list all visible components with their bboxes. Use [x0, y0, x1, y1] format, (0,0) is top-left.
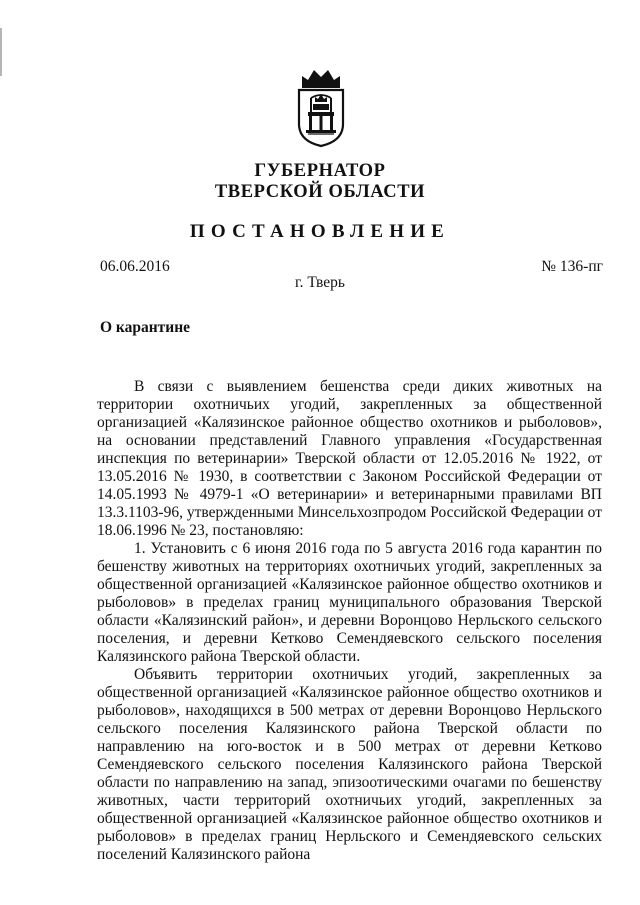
document-type: ПОСТАНОВЛЕНИЕ [189, 221, 451, 242]
document-body [97, 378, 602, 864]
body-paragraph: 1. Установить с 6 июня 2016 года по 5 августа 2016 года карантин по бешенству животных на территориях охотничьих угодий, закрепленных за общественной организацией «Калязинское районное общество охотников и рыболовов» в пределах границ муниципального образования Тверской области «Калязинский район», и деревни Воронцово Нерльского сельского поселения, и деревни Кетково Семендяевского сельского поселения Калязинского района Тверской области. [97, 540, 602, 665]
document-number: № 136-пг [541, 258, 603, 275]
scan-edge-mark [0, 28, 2, 76]
issuer-title: ГУБЕРНАТОР [254, 161, 386, 181]
body-paragraph: Объявить территории охотничьих угодий, закрепленных за общественной организацией «Калязинское районное общество охотников и рыболовов», находящихся в 500 метрах от деревни Воронцово Нерльского сельского поселения Калязинского района Тверской области по направлению на юго-восток и в 500 метрах от деревни Кетково Семендяевского сельского поселения Калязинского района Тверской области по направлению на запад, эпизоотическими очагами по бешенству животных, части территорий охотничьих угодий, закрепленных за общественной организацией «Калязинское районное общество охотников и рыболовов» в пределах границ Нерльского и Семендяевского сельских поселений Калязинского района [97, 666, 602, 863]
document-date: 06.06.2016 [100, 258, 170, 275]
document-city: г. Тверь [295, 274, 345, 291]
issuer-region: ТВЕРСКОЙ ОБЛАСТИ [214, 182, 426, 202]
body-paragraph: В связи с выявлением бешенства среди диких животных на территории охотничьих угодий, закрепленных за общественной организацией «Калязинское районное общество охотников и рыболовов», на основании представлений Главного управления «Государственная инспекция по ветеринарии» Тверской области от 12.05.2016 № 1922, от 13.05.2016 № 1930, в соответствии с Законом Российской Федерации от 14.05.1993 № 4979-1 «О ветеринарии» и ветеринарными правилами ВП 13.3.1103-96, утвержденными Минсельхозпродом Российской Федерации от 18.06.1996 № 23, постановляю: [97, 378, 602, 539]
document-subject: О карантине [100, 319, 191, 336]
coat-of-arms-icon [296, 66, 346, 148]
